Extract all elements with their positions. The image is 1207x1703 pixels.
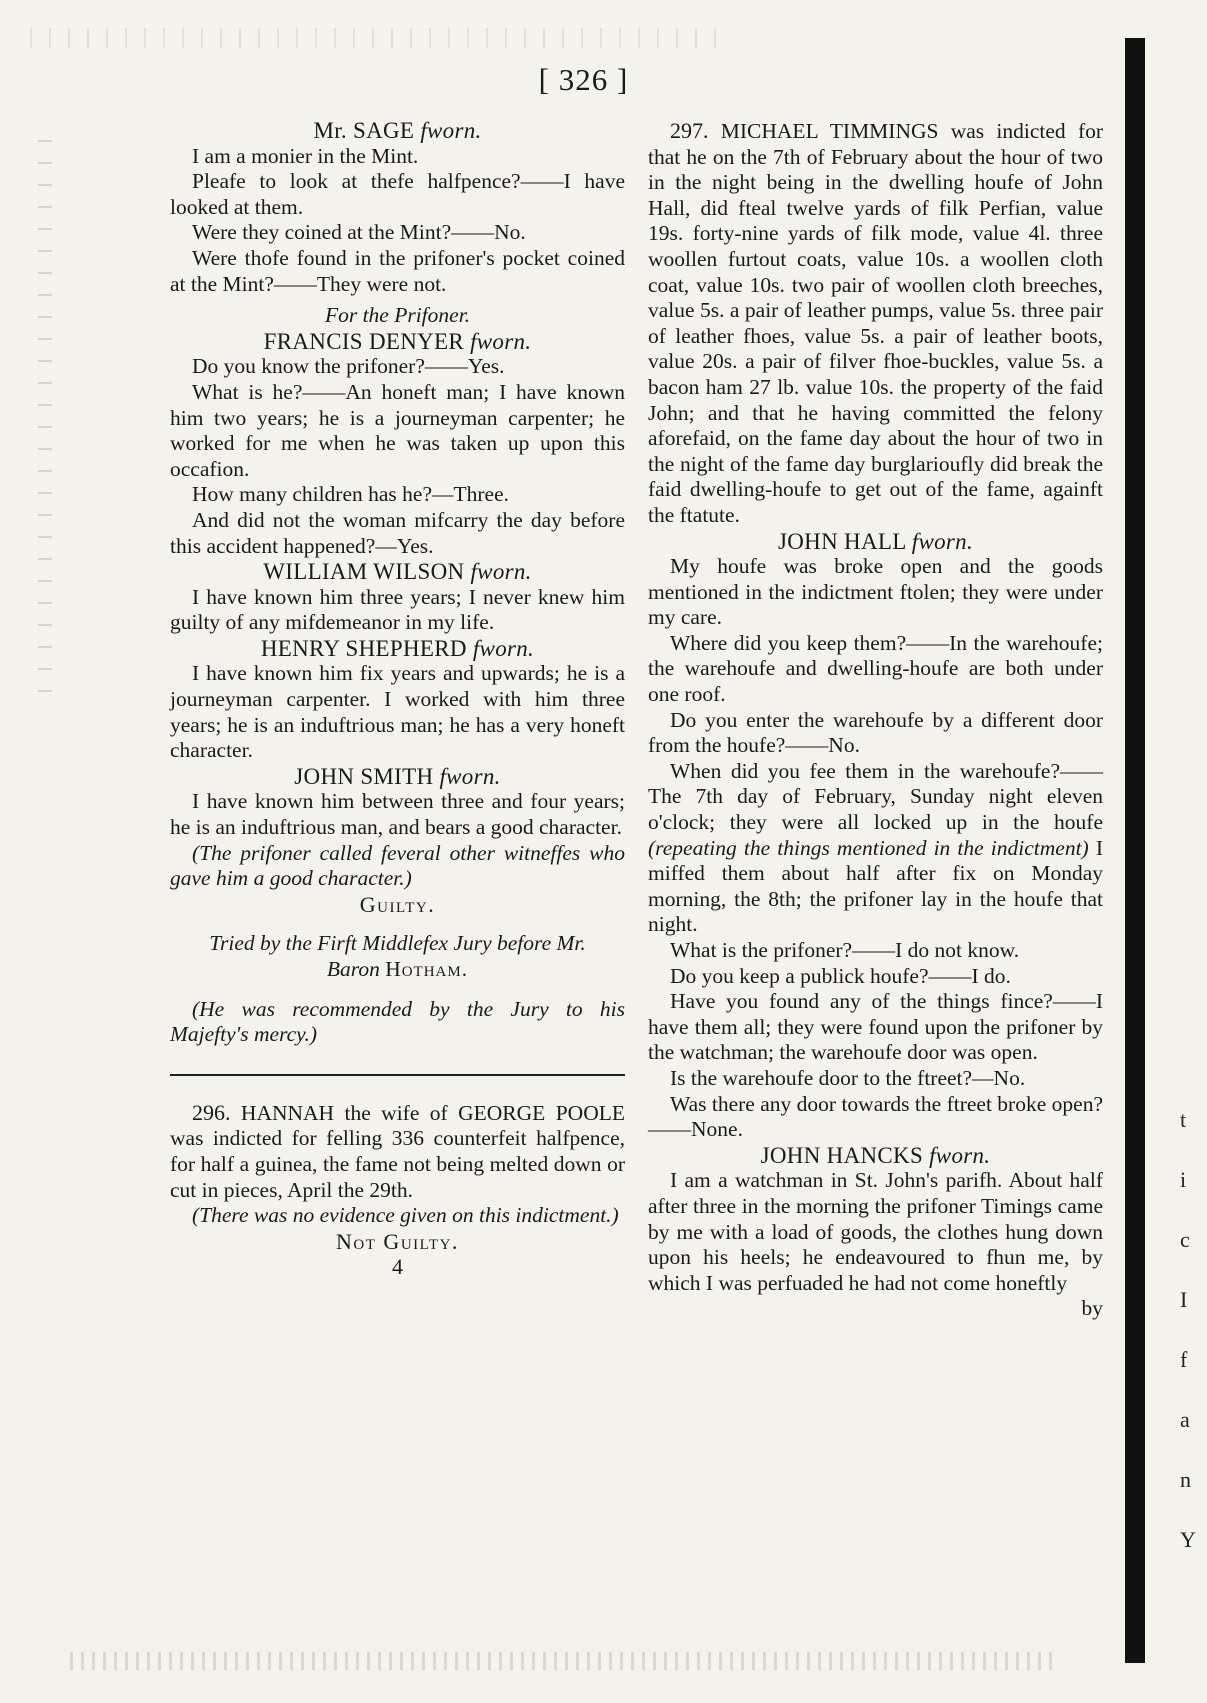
- witness-heading: [648, 1143, 1103, 1169]
- testimony-line: Have you found any of the things fince?——I have them all; they were found upon the prifoner by the watchman; the warehoufe door was open.: [648, 989, 1103, 1065]
- testimony-line: Do you know the prifoner?——Yes.: [192, 354, 505, 379]
- witness-name: JOHN HANCKS: [760, 1142, 924, 1168]
- testimony-text: When did you fee them in the warehoufe?——The 7th day of February, Sunday night eleven o'clock; they were all locked up in the houfe: [648, 758, 1103, 835]
- defendant-name: HANNAH the wife of GEORGE POOLE: [240, 1100, 625, 1125]
- edge-letter: n: [1180, 1467, 1191, 1492]
- testimony-text: I miffed them about half after fix on Monday morning, the 8th; the prifoner lay in the houfe that night.: [648, 835, 1103, 937]
- jury-note: Tried by the Firft Middlefex Jury before Mr.: [209, 931, 586, 956]
- testimony-line: Is the warehoufe door to the ftreet?—No.: [670, 1065, 1026, 1090]
- testimony-line: Where did you keep them?——In the warehoufe; the warehoufe and dwelling-houfe are both under one roof.: [648, 630, 1103, 707]
- verdict: Guilty.: [359, 891, 436, 917]
- testimony-line: Pleafe to look at thefe halfpence?——I have looked at them.: [170, 169, 625, 219]
- case-number: 296.: [192, 1099, 231, 1125]
- sworn-label: fworn.: [470, 328, 532, 354]
- edge-letter: Y: [1180, 1527, 1196, 1552]
- witness-name: HENRY SHEPHERD: [260, 635, 467, 661]
- edge-letter: c: [1180, 1227, 1190, 1252]
- defendant-name: MICHAEL TIMMINGS: [720, 119, 939, 143]
- testimony-line: How many children has he?—Three.: [192, 482, 510, 507]
- witness-heading: [170, 764, 625, 790]
- witness-name: Mr. SAGE: [313, 118, 415, 143]
- testimony-line: I am a watchman in St. John's parifh. About half after three in the morning the prifoner Timings came by me with a load of goods, the clothes hung down upon his heels; he endeavoured to fhun me, by which I was perfuaded he had not come honeftly: [648, 1168, 1103, 1295]
- recommendation-note: (He was recommended by the Jury to his Majefty's mercy.): [170, 996, 625, 1047]
- court-note: (The prifoner called feveral other witneffes who gave him a good character.): [170, 840, 625, 891]
- witness-heading: [170, 636, 625, 662]
- testimony-line: And did not the woman mifcarry the day before this accident happened?—Yes.: [170, 507, 625, 558]
- testimony-line: Were thofe found in the prifoner's pocket coined at the Mint?——They were not.: [170, 245, 625, 296]
- scan-noise-bottom: [70, 1652, 1060, 1670]
- edge-letter: f: [1180, 1347, 1188, 1372]
- testimony-line: Were they coined at the Mint?——No.: [192, 220, 526, 245]
- signature-mark: 4: [392, 1254, 403, 1280]
- testimony-line: I have known him three years; I never knew him guilty of any mifdemeanor in my life.: [170, 584, 625, 635]
- indictment-text: was indicted for that he on the 7th of February about the hour of two in the night being in the dwelling houfe of John Hall, did fteal twelve yards of filk Perfian, value 19s. forty-nine yards of filk mode, value 4l. three woollen furtout coats, value 10s. a woollen cloth coat, value 10s. two pair of woollen cloth breeches, value 5s. a pair of leather pumps, value 5s. three pair of leather fhoes, value 5s. a pair of leather boots, value 20s. a pair of filver fhoe-buckles, value 5s. a bacon ham 27 lb. value 10s. the property of the faid John; and that he having committed the felony aforefaid, on the fame day about the hour of two in the night of the fame day burglarioufly did break the faid dwelling-houfe to get out of the fame, againft the ftatute.: [648, 119, 1104, 527]
- case-entry: [648, 118, 1103, 529]
- scan-noise-left: [38, 140, 52, 700]
- case-entry: [170, 1100, 625, 1203]
- witness-heading: [648, 529, 1103, 555]
- testimony-line: What is he?——An honeft man; I have known him two years; he is a journeyman carpenter; he worked for me when he was taken up upon this occafion.: [170, 379, 625, 481]
- edge-letter: a: [1180, 1407, 1190, 1432]
- sworn-label: fworn.: [929, 1142, 991, 1168]
- judge-name: Hotham.: [385, 957, 469, 981]
- testimony-line: Was there any door towards the ftreet broke open?——None.: [648, 1091, 1103, 1142]
- witness-heading: [170, 329, 625, 355]
- witness-heading: [170, 559, 625, 585]
- sworn-label: fworn.: [472, 635, 535, 661]
- sworn-label: fworn.: [470, 559, 532, 585]
- edge-letter: t: [1180, 1107, 1187, 1132]
- witness-name: FRANCIS DENYER: [263, 328, 465, 354]
- witness-name: JOHN SMITH: [294, 763, 434, 789]
- testimony-line: [648, 759, 1103, 938]
- testimony-line: I have known him between three and four years; he is an induftrious man, and bears a good character.: [170, 789, 625, 840]
- page-number: [ 326 ]: [538, 62, 629, 97]
- case-number: 297.: [670, 118, 709, 143]
- testimony-line: Do you enter the warehoufe by a different door from the houfe?——No.: [648, 707, 1103, 758]
- judge-line: [170, 957, 625, 983]
- scan-noise-top: [30, 28, 730, 48]
- binding-shadow: [1125, 38, 1145, 1663]
- testimony-line: I am a monier in the Mint.: [192, 143, 419, 168]
- witness-heading: [170, 118, 625, 144]
- right-column: [648, 118, 1103, 1322]
- section-heading: For the Prifoner.: [324, 303, 471, 328]
- italic-aside: (repeating the things mentioned in the indictment): [648, 835, 1089, 860]
- catchword: by: [1081, 1296, 1103, 1321]
- sworn-label: fworn.: [911, 528, 973, 554]
- sworn-label: fworn.: [439, 763, 501, 789]
- witness-name: JOHN HALL: [778, 528, 906, 554]
- left-column: [170, 118, 625, 1280]
- testimony-line: What is the prifoner?——I do not know.: [670, 938, 1020, 962]
- section-divider: [170, 1074, 625, 1076]
- facing-page-edge: [1180, 1090, 1200, 1570]
- witness-name: WILLIAM WILSON: [263, 559, 465, 585]
- court-note: (There was no evidence given on this indictment.): [192, 1203, 619, 1228]
- testimony-line: I have known him fix years and upwards; he is a journeyman carpenter. I worked with him three years; he is an induftrious man; he has a very honeft character.: [170, 661, 625, 763]
- indictment-text: was indicted for felling 336 counterfeit halfpence, for half a guinea, the fame not being melted down or cut in pieces, April the 29th.: [170, 1126, 625, 1202]
- edge-letter: I: [1180, 1287, 1188, 1312]
- sworn-label: fworn.: [420, 118, 482, 143]
- edge-letter: i: [1180, 1167, 1187, 1192]
- judge-title: Baron: [326, 957, 380, 981]
- testimony-line: Do you keep a publick houfe?——I do.: [670, 963, 1011, 988]
- testimony-line: My houfe was broke open and the goods mentioned in the indictment ftolen; they were under my care.: [648, 554, 1103, 630]
- verdict: Not Guilty.: [336, 1228, 459, 1254]
